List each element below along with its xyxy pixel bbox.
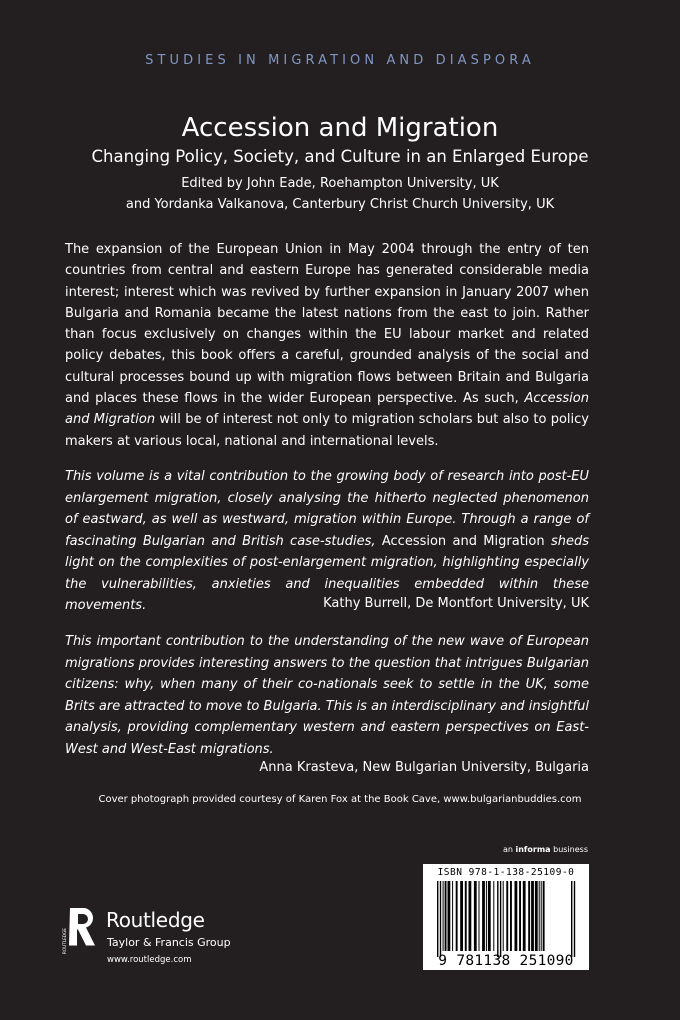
barcode-bar	[482, 881, 485, 951]
book-title: Accession and Migration	[181, 113, 499, 143]
editor-line-2: and Yordanka Valkanova, Canterbury Christ Church University, UK	[125, 197, 555, 212]
barcode-bar	[497, 881, 498, 957]
editors	[0, 173, 680, 215]
publisher-name: Routledge	[106, 908, 205, 932]
barcode-digits: 9 781138 251090	[438, 953, 574, 969]
routledge-logo-icon	[62, 904, 100, 960]
barcode-bar	[448, 881, 451, 951]
barcode-bar	[515, 881, 518, 951]
barcode-bar	[493, 881, 494, 951]
endorsement-2-attribution: Anna Krasteva, New Bulgarian University, Bulgaria	[259, 760, 589, 775]
barcode-bar	[460, 881, 463, 951]
series-title: STUDIES IN MIGRATION AND DIASPORA	[145, 53, 535, 68]
barcode-bar	[479, 881, 480, 951]
informa-prefix: an	[502, 845, 516, 854]
barcode-bar	[528, 881, 530, 951]
publisher-group: Taylor & Francis Group	[107, 936, 231, 949]
barcode-bar	[443, 881, 444, 951]
barcode-bar	[469, 881, 472, 951]
barcode-bar	[523, 881, 526, 951]
informa-brand: informa	[515, 845, 551, 854]
photo-credit: Cover photograph provided courtesy of Karen Fox at the Book Cave, www.bulgarianbuddies.com	[98, 794, 582, 805]
informa-tagline	[503, 845, 588, 854]
barcode-bar	[486, 881, 487, 951]
endorsement-1-book-title: Accession and Migration	[381, 533, 545, 549]
barcode-bar	[535, 881, 538, 951]
barcode-bar	[500, 881, 501, 957]
blurb	[65, 239, 589, 452]
barcode-bar	[503, 881, 504, 951]
endorsement-1-part-2: sheds light on the complexities of post-enlargement migration, highlighting especially the vulnerabilities, anxieties and inequalities embedded within these movements.	[65, 533, 589, 613]
barcode-bar	[519, 881, 521, 951]
barcode-bar	[488, 881, 491, 951]
barcode-bar	[541, 881, 542, 951]
logo-wordmark: ROUTLEDGE	[62, 928, 67, 954]
editor-line-1: Edited by John Eade, Roehampton University, UK	[181, 176, 499, 191]
endorsement-1-part-1: This volume is a vital contribution to the growing body of research into post-EU enlargement migration, closely analysing the hitherto neglected phenomenon of eastward, as well as westward, migration within Europe. Through a range of fascinating Bulgarian and British case-studies,	[65, 469, 589, 549]
publisher-url: www.routledge.com	[107, 955, 192, 965]
barcode-bar	[531, 881, 534, 951]
blurb-book-title: Accession and Migration	[65, 391, 589, 428]
barcode-bar	[571, 881, 572, 957]
barcode-bar	[539, 881, 540, 951]
book-subtitle: Changing Policy, Society, and Culture in an Enlarged Europe	[91, 147, 589, 166]
barcode-bar	[440, 881, 441, 957]
barcode-bar	[456, 881, 458, 951]
endorsement-2: This important contribution to the understanding of the new wave of European migrations provides interesting answers to the question that intrigues Bulgarian citizens: why, when many of their co-nationals seek to settle in the UK, some Brits are attracted to move to Bulgaria. This is an interdisciplinary and insightful analysis, providing complementary western and eastern perspectives on East-West and West-East migrations.	[65, 634, 589, 757]
barcode-bar	[574, 881, 575, 957]
barcode-bar	[452, 881, 453, 951]
barcode-bar	[445, 881, 447, 951]
barcode-bar	[437, 881, 438, 957]
blurb-part-2: will be of interest not only to migration scholars but also to policy makers at various local, national and international levels.	[65, 412, 589, 449]
endorsement-1-attribution: Kathy Burrell, De Montfort University, UK	[323, 596, 589, 611]
isbn-label: ISBN 978-1-138-25109-0	[437, 867, 575, 878]
informa-suffix: business	[550, 845, 588, 854]
endorsement-1	[65, 466, 589, 617]
blurb-part-1: The expansion of the European Union in May 2004 through the entry of ten countries from central and eastern Europe has generated considerable media interest; interest which was revived by further expansion in January 2007 when Bulgaria and Romania became the latest nations from the east to join. Rather than focus exclusively on changes within the EU labour market and related policy debates, this book offers a careful, grounded analysis of the social and cultural processes bound up with migration flows between Britain and Bulgaria and places these flows in the wider European perspective. As such,	[65, 242, 589, 407]
isbn-barcode	[423, 864, 589, 970]
barcode-bar	[506, 881, 508, 951]
barcode-bar	[543, 881, 545, 951]
barcode-bar	[474, 881, 477, 951]
barcode-bar	[510, 881, 512, 951]
barcode-bar	[465, 881, 467, 951]
